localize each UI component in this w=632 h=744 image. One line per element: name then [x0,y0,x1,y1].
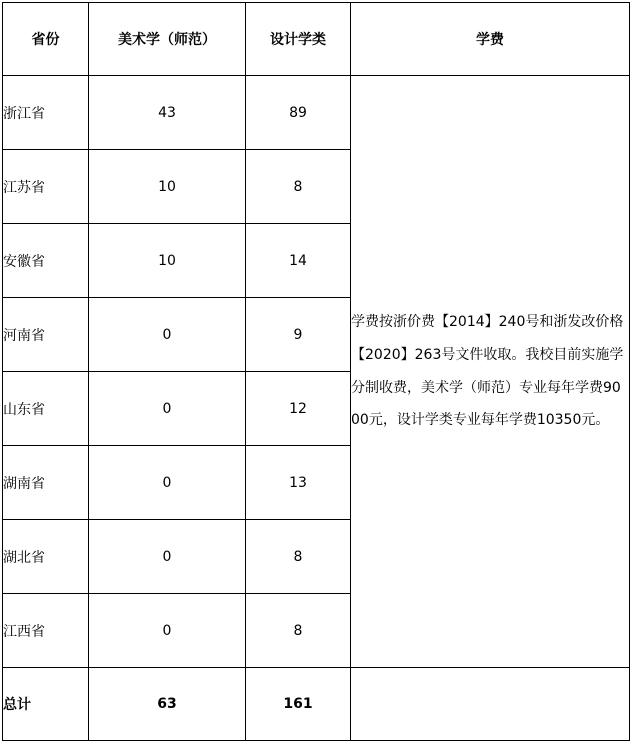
province-cell: 湖南省 [3,446,89,520]
province-cell: 湖北省 [3,520,89,594]
header-province: 省份 [3,3,89,76]
header-tuition: 学费 [351,3,630,76]
fine-arts-cell: 0 [89,372,246,446]
fine-arts-cell: 0 [89,594,246,668]
tuition-note: 学费按浙价费【2014】240号和浙发改价格【2020】263号文件收取。我校目前实施学分制收费，美术学（师范）专业每年学费9000元，设计学类专业每年学费10350元。 [351,76,630,668]
table-row [3,76,630,150]
design-cell: 14 [246,224,351,298]
design-cell: 8 [246,594,351,668]
province-cell: 江西省 [3,594,89,668]
header-design: 设计学类 [246,3,351,76]
province-cell: 山东省 [3,372,89,446]
header-fine-arts: 美术学（师范） [89,3,246,76]
total-label: 总计 [3,668,89,741]
enrollment-quota-table [2,2,630,741]
design-cell: 8 [246,520,351,594]
province-cell: 浙江省 [3,76,89,150]
fine-arts-cell: 10 [89,150,246,224]
design-cell: 13 [246,446,351,520]
design-cell: 9 [246,298,351,372]
province-cell: 江苏省 [3,150,89,224]
design-cell: 8 [246,150,351,224]
design-cell: 89 [246,76,351,150]
total-row [3,668,630,741]
fine-arts-cell: 10 [89,224,246,298]
total-fine-arts: 63 [89,668,246,741]
total-tuition-empty [351,668,630,741]
fine-arts-cell: 0 [89,446,246,520]
design-cell: 12 [246,372,351,446]
header-row [3,3,630,76]
fine-arts-cell: 0 [89,298,246,372]
province-cell: 安徽省 [3,224,89,298]
total-design: 161 [246,668,351,741]
fine-arts-cell: 0 [89,520,246,594]
province-cell: 河南省 [3,298,89,372]
fine-arts-cell: 43 [89,76,246,150]
